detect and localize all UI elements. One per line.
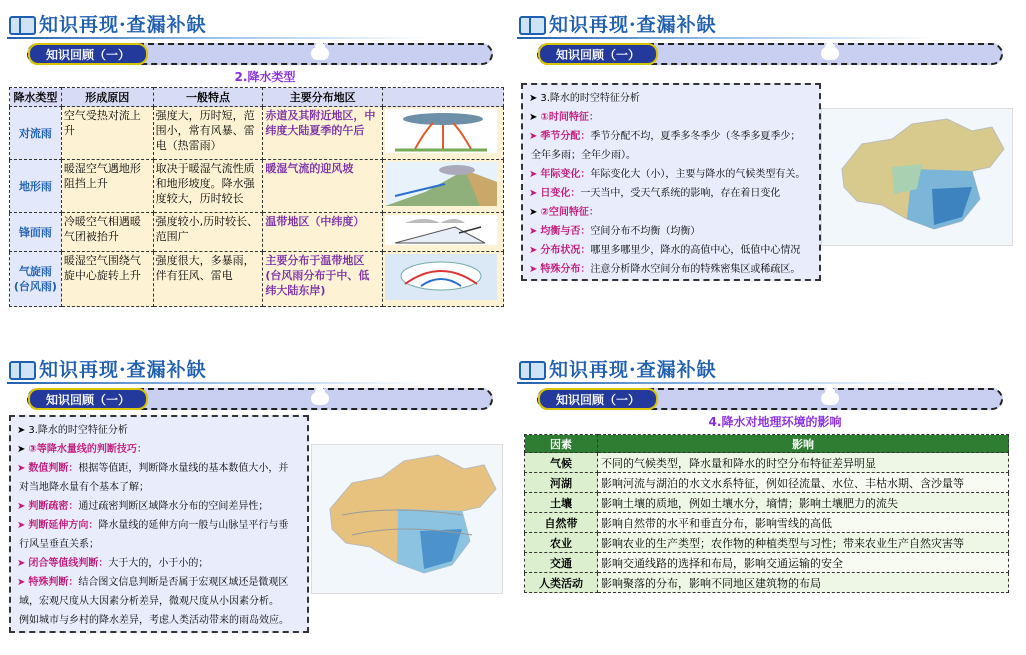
cell-type: 地形雨 bbox=[10, 160, 62, 213]
table-row bbox=[525, 493, 1009, 513]
panel-line: ➤ ③等降水量线的判断技巧： bbox=[17, 444, 147, 455]
cell-region: 赤道及其附近地区，中纬度大陆夏季的午后 bbox=[263, 107, 383, 160]
cell-feature: 强度大，历时短，范围小，常有风暴、雷电（热雷雨） bbox=[153, 107, 263, 160]
panel-line: 全年多雨；全年少雨）。 bbox=[531, 150, 636, 161]
panel-line: ➤ 年际变化：年际变化大（小），主要与降水的气候类型有关。 bbox=[529, 169, 806, 180]
panel-line: ➤ 3.降水的时空特征分析 bbox=[17, 425, 128, 436]
section-title: 4.降水对地理环境的影响 bbox=[708, 415, 842, 429]
header-underline bbox=[7, 382, 427, 384]
cloud-icon bbox=[821, 47, 839, 60]
panel-line: ➤ 3.降水的时空特征分析 bbox=[529, 93, 640, 104]
table-row bbox=[525, 573, 1009, 593]
cloud-icon bbox=[311, 392, 329, 405]
panel-line: 例如城市与乡村的降水差异，考虑人类活动带来的雨岛效应。 bbox=[19, 615, 289, 626]
book-icon bbox=[519, 12, 547, 34]
cell-type: 气旋雨(台风雨) bbox=[10, 252, 62, 307]
book-icon bbox=[9, 12, 37, 34]
col-header: 影响 bbox=[598, 435, 1009, 453]
section-bar bbox=[537, 43, 1003, 65]
factor-cell: 河湖 bbox=[525, 473, 598, 493]
section-bar bbox=[27, 388, 493, 410]
panel-line: ➤ 判断疏密：通过疏密判断区域降水分布的空间差异性； bbox=[17, 501, 269, 512]
table-row bbox=[525, 533, 1009, 553]
factor-cell: 气候 bbox=[525, 453, 598, 473]
header-underline bbox=[7, 37, 427, 39]
factor-cell: 自然带 bbox=[525, 513, 598, 533]
frontal-diagram bbox=[383, 213, 504, 252]
panel-line: ➤ 日变化：一天当中，受天气系统的影响，存在着日变化 bbox=[529, 188, 781, 199]
cell-cause: 暖湿空气围绕气旋中心旋转上升 bbox=[61, 252, 153, 307]
table-row bbox=[525, 453, 1009, 473]
impact-cell: 影响聚落的分布，影响不同地区建筑物的布局 bbox=[598, 573, 1009, 593]
cell-cause: 暖湿空气遇地形阻挡上升 bbox=[61, 160, 153, 213]
panel-line: 行风呈垂直关系； bbox=[19, 539, 99, 550]
table-row bbox=[10, 213, 504, 252]
col-header bbox=[383, 88, 504, 107]
section-bar bbox=[27, 43, 493, 65]
factor-cell: 人类活动 bbox=[525, 573, 598, 593]
table-row bbox=[525, 513, 1009, 533]
col-header: 因素 bbox=[525, 435, 598, 453]
section-bar bbox=[537, 388, 1003, 410]
cell-cause: 空气受热对流上升 bbox=[61, 107, 153, 160]
col-header: 一般特点 bbox=[153, 88, 263, 107]
panel-line: ➤ 闭合等值线判断：大于大的，小于小的； bbox=[17, 558, 209, 569]
panel-line: ➤ ②空间特征： bbox=[529, 207, 599, 218]
book-icon bbox=[519, 357, 547, 379]
slide-precip-types bbox=[5, 5, 508, 310]
panel-line: ➤ 特殊判断：结合图文信息判断是否属于宏观区域还是微观区 bbox=[17, 577, 289, 588]
table-row bbox=[525, 473, 1009, 493]
header-title: 知识再现·查漏补缺 bbox=[39, 358, 207, 381]
factor-cell: 交通 bbox=[525, 553, 598, 573]
panel-line: ➤ 均衡与否：空间分布不均衡（均衡） bbox=[529, 226, 701, 237]
bar-tag: 知识回顾（一） bbox=[538, 43, 658, 65]
panel-line: ➤ 判断延伸方向：降水量线的延伸方向一般与山脉呈平行与垂 bbox=[17, 520, 289, 531]
slide-precip-impact bbox=[515, 350, 1018, 655]
impact-cell: 影响交通线路的选择和布局，影响交通运输的安全 bbox=[598, 553, 1009, 573]
cloud-icon bbox=[821, 392, 839, 405]
impact-cell: 影响农业的生产类型；农作物的种植类型与习性；带来农业生产自然灾害等 bbox=[598, 533, 1009, 553]
cell-region: 暖湿气流的迎风坡 bbox=[263, 160, 383, 213]
slide-header bbox=[519, 354, 717, 382]
factor-cell: 土壤 bbox=[525, 493, 598, 513]
slide-spatiotemporal-2 bbox=[5, 350, 508, 655]
section-title: 2.降水类型 bbox=[234, 70, 296, 84]
cell-feature: 强度较小,历时较长、范围广 bbox=[153, 213, 263, 252]
orographic-diagram bbox=[383, 160, 504, 213]
impact-table bbox=[524, 434, 1009, 593]
header-title: 知识再现·查漏补缺 bbox=[549, 358, 717, 381]
isohyet-map bbox=[311, 444, 503, 594]
convection-diagram bbox=[383, 107, 504, 160]
panel-line: ➤ 分布状况：哪里多哪里少，降水的高值中心，低值中心情况 bbox=[529, 245, 801, 256]
panel-line: ➤ 特殊分布：注意分析降水空间分布的特殊密集区或稀疏区。 bbox=[529, 264, 801, 275]
cell-type: 对流雨 bbox=[10, 107, 62, 160]
impact-cell: 影响河流与湖泊的水文水系特征，例如径流量、水位、丰枯水期、含沙量等 bbox=[598, 473, 1009, 493]
bar-tag: 知识回顾（一） bbox=[538, 388, 658, 410]
slide-header bbox=[9, 354, 207, 382]
panel-line: 对当地降水量有个基本了解； bbox=[19, 482, 149, 493]
table-row bbox=[10, 252, 504, 307]
table-row bbox=[10, 160, 504, 213]
cloud-icon bbox=[311, 47, 329, 60]
bar-tag: 知识回顾（一） bbox=[28, 388, 148, 410]
panel-line: ➤ ①时间特征： bbox=[529, 112, 599, 123]
header-title: 知识再现·查漏补缺 bbox=[549, 13, 717, 36]
bar-tag: 知识回顾（一） bbox=[28, 43, 148, 65]
col-header: 主要分布地区 bbox=[263, 88, 383, 107]
header-underline bbox=[517, 382, 937, 384]
panel-line: ➤ 季节分配：季节分配不均，夏季多冬季少（冬季多夏季少； bbox=[529, 131, 801, 142]
precipitation-map bbox=[821, 108, 1013, 246]
cell-region: 温带地区（中纬度） bbox=[263, 213, 383, 252]
cell-region: 主要分布于温带地区(台风雨分布于中、低纬大陆东岸) bbox=[263, 252, 383, 307]
header-underline bbox=[517, 37, 937, 39]
col-header: 降水类型 bbox=[10, 88, 62, 107]
slide-header bbox=[9, 9, 207, 37]
panel-line: ➤ 数值判断：根据等值距，判断降水量线的基本数值大小，并 bbox=[17, 463, 289, 474]
text-panel bbox=[521, 83, 821, 281]
text-panel bbox=[9, 415, 309, 633]
panel-line: 域，宏观尺度从大因素分析差异，微观尺度从小因素分析。 bbox=[19, 596, 279, 607]
slide-header bbox=[519, 9, 717, 37]
table-row bbox=[525, 553, 1009, 573]
table-row bbox=[10, 107, 504, 160]
cyclone-diagram bbox=[383, 252, 504, 307]
impact-cell: 不同的气候类型，降水量和降水的时空分布特征差异明显 bbox=[598, 453, 1009, 473]
impact-cell: 影响自然带的水平和垂直分布，影响雪线的高低 bbox=[598, 513, 1009, 533]
header-title: 知识再现·查漏补缺 bbox=[39, 13, 207, 36]
cell-feature: 取决于暖湿气流性质和地形坡度。降水强度较大，历时较长 bbox=[153, 160, 263, 213]
precip-type-table bbox=[9, 87, 504, 307]
impact-cell: 影响土壤的质地，例如土壤水分，墒情；影响土壤肥力的流失 bbox=[598, 493, 1009, 513]
slide-spatiotemporal-1 bbox=[515, 5, 1018, 310]
book-icon bbox=[9, 357, 37, 379]
cell-cause: 冷暖空气相遇暖气团被抬升 bbox=[61, 213, 153, 252]
factor-cell: 农业 bbox=[525, 533, 598, 553]
cell-type: 锋面雨 bbox=[10, 213, 62, 252]
cell-feature: 强度很大，多暴雨，伴有狂风、雷电 bbox=[153, 252, 263, 307]
col-header: 形成原因 bbox=[61, 88, 153, 107]
